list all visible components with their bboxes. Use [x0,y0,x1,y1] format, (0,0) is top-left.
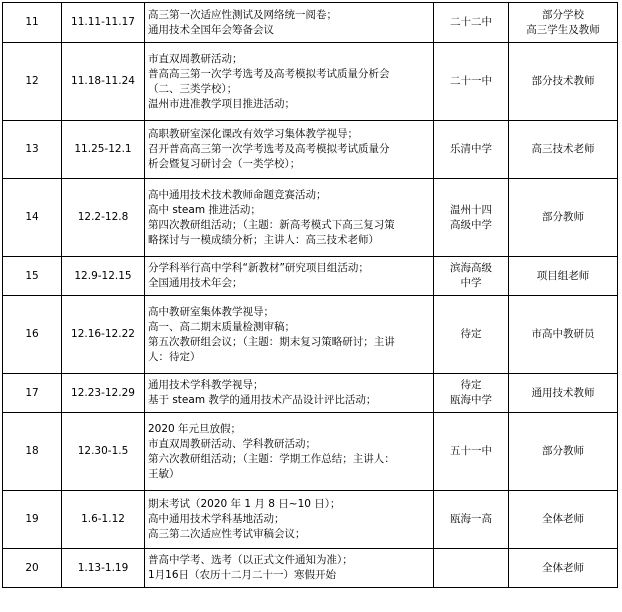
activity-line: 温州市进准教学项目推进活动； [148,97,295,110]
activity-line: 高中通用技术技术教师命题竞赛活动； [148,188,327,201]
participants-cell [509,3,618,43]
table-row [3,374,618,413]
participants-cell [509,413,618,491]
participants-line: 全体老师 [542,513,584,525]
location-line: 温州十四 [450,203,492,216]
table-row [3,413,618,491]
participants-cell [509,374,618,413]
activity-line: 普高中学考、选考（以正式文件通知为准）； [148,554,353,566]
activity-content-cell [145,549,434,588]
date-range-cell: 12.30-1.5 [62,413,145,491]
location-line: 瓯海一高 [450,513,492,525]
activity-line: 析会暨复习研讨会（一类学校）； [148,158,301,170]
activity-line: 普高高三第一次学考选考及高考模拟考试质量分析会 [148,67,390,80]
row-number-cell: 20 [3,549,62,588]
location-cell [434,296,509,374]
participants-cell [509,549,618,588]
activity-content-cell [145,296,434,374]
date-range-cell: 1.13-1.19 [62,549,145,588]
date-range-cell: 1.6-1.12 [62,491,145,549]
activity-line: 全国通用技术年会； [148,277,243,289]
activity-line: 第六次教研组活动；（主题：学期工作总结；主讲人： [148,452,395,465]
participants-line: 部分技术教师 [531,75,595,87]
activity-line: 人：待定） [148,350,201,363]
location-cell [434,179,509,257]
participants-cell [509,296,618,374]
activity-content-cell [145,179,434,257]
activity-content-cell [145,257,434,296]
activity-line: 高中通用技术学科基地活动； [148,513,285,525]
participants-cell [509,43,618,121]
schedule-table-body [3,3,618,588]
activity-content-cell [145,3,434,43]
activity-line: 市直双周教研活动； [148,52,243,65]
participants-line: 部分教师 [542,211,584,223]
row-number-cell: 18 [3,413,62,491]
row-number-cell: 11 [3,3,62,43]
location-cell [434,549,509,588]
participants-line: 项目组老师 [536,269,590,282]
activity-line: 通用技术学科教学视导； [148,379,264,391]
participants-cell [509,121,618,179]
location-line: 高级中学 [450,218,492,231]
participants-cell [509,491,618,549]
location-line: 五十一中 [450,445,492,457]
location-cell [434,121,509,179]
activity-line: 1月16日（农历十二月二十一）寒假开始 [148,569,337,581]
row-number-cell: 15 [3,257,62,296]
table-row [3,257,618,296]
row-number-cell: 14 [3,179,62,257]
location-line: 待定 [460,379,482,391]
location-cell [434,3,509,43]
activity-content-cell [145,121,434,179]
activity-line: 略探讨与一模成绩分析；主讲人：高三技术老师） [148,233,379,246]
table-row [3,179,618,257]
location-cell [434,491,509,549]
activity-line: 第五次教研组会议；（主题：期末复习策略研讨；主讲 [148,335,395,348]
activity-line: 高一、高二期末质量检测审稿； [148,320,295,333]
location-line: 待定 [460,328,482,340]
date-range-cell: 11.11-11.17 [62,3,145,43]
participants-line: 市高中教研员 [531,328,595,340]
location-line: 二十二中 [450,16,492,28]
activity-line: 通用技术全国年会筹备会议 [148,23,274,36]
table-row [3,3,618,43]
participants-line: 高三技术老师 [531,143,595,155]
activity-line: 高中教研室集体教学视导； [148,305,274,318]
location-line: 二十一中 [450,75,492,87]
activity-line: 基于 steam 教学的通用技术产品设计评比活动； [148,394,377,406]
location-cell [434,257,509,296]
location-cell [434,374,509,413]
participants-line: 部分学校 [542,8,584,21]
row-number-cell: 17 [3,374,62,413]
row-number-cell: 19 [3,491,62,549]
activity-content-cell [145,374,434,413]
location-line: 瓯海中学 [450,394,492,406]
participants-line: 通用技术教师 [531,386,595,399]
activity-content-cell [145,413,434,491]
date-range-cell: 12.2-12.8 [62,179,145,257]
location-line: 滨海高级 [450,262,492,274]
table-row [3,296,618,374]
row-number-cell: 13 [3,121,62,179]
activity-line: 期末考试（2020 年 1 月 8 日~10 日）； [148,498,341,510]
date-range-cell: 11.25-12.1 [62,121,145,179]
table-row [3,121,618,179]
activity-line: 分学科举行高中学科“新教材”研究项目组活动； [148,262,369,274]
activity-line: 召开普高高三第一次学考选考及高考模拟考试质量分 [148,143,390,155]
location-cell [434,43,509,121]
participants-cell [509,179,618,257]
row-number-cell: 12 [3,43,62,121]
activity-line: （二、三类学校）； [148,82,238,95]
activity-line: 市直双周教研活动、学科教研活动； [148,437,316,450]
activity-line: 高中 steam 推进活动； [148,203,261,216]
date-range-cell: 11.18-11.24 [62,43,145,121]
activity-content-cell [145,43,434,121]
schedule-table [2,2,618,588]
date-range-cell: 12.23-12.29 [62,374,145,413]
activity-line: 王敏） [148,467,180,480]
date-range-cell: 12.16-12.22 [62,296,145,374]
activity-line: 第四次教研组活动；（主题：新高考模式下高三复习策 [148,218,395,231]
location-line: 中学 [460,277,482,289]
row-number-cell: 16 [3,296,62,374]
activity-content-cell [145,491,434,549]
activity-line: 高职教研室深化课改有效学习集体教学视导； [148,128,358,140]
table-row [3,43,618,121]
participants-cell [509,257,618,296]
location-cell [434,413,509,491]
date-range-cell: 12.9-12.15 [62,257,145,296]
participants-line: 高三学生及教师 [526,23,600,36]
location-line: 乐清中学 [450,143,492,155]
table-row [3,491,618,549]
participants-line: 部分教师 [542,445,584,457]
participants-line: 全体老师 [542,561,584,574]
activity-line: 高三第二次适应性考试审稿会议； [148,528,306,540]
activity-line: 2020 年元旦放假； [148,422,242,435]
activity-line: 高三第一次适应性测试及网络统一阅卷； [148,8,337,21]
table-row [3,549,618,588]
